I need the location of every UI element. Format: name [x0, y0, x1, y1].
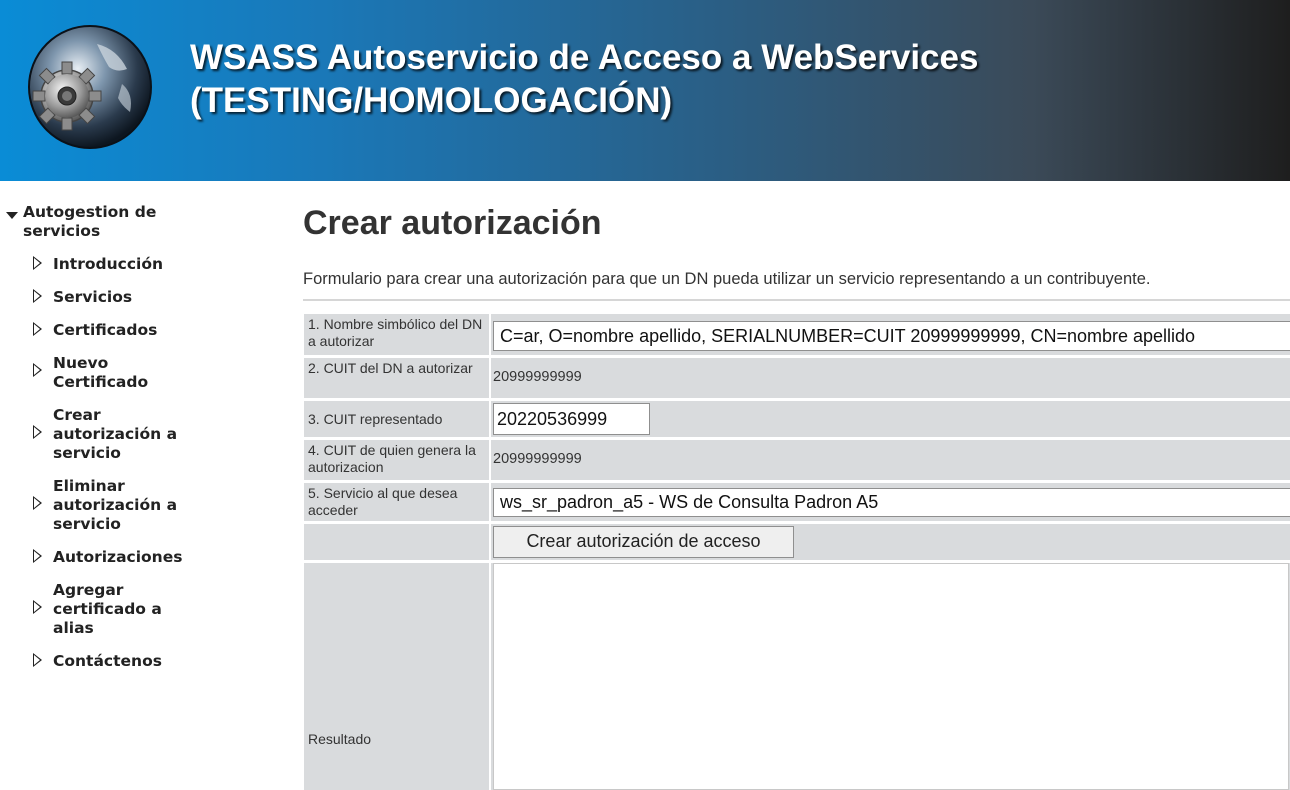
caret-right-icon [34, 550, 42, 562]
service-cell [491, 483, 1290, 521]
result-cell [491, 563, 1290, 790]
submit-cell [491, 524, 1290, 560]
service-label: 5. Servicio al que desea acceder [304, 483, 489, 521]
sidebar-item-label: Crear autorización a servicio [53, 406, 178, 462]
caret-right-icon [34, 426, 42, 438]
divider [303, 299, 1290, 301]
page-title: Crear autorización [303, 204, 602, 242]
cuit-rep-label: 3. CUIT representado [304, 401, 489, 437]
cuit-gen-label: 4. CUIT de quien genera la autorizacion [304, 440, 489, 480]
cuit-representado-input[interactable]: 20220536999 [493, 403, 650, 435]
site-title [190, 36, 1090, 122]
cuit-dn-label: 2. CUIT del DN a autorizar [304, 358, 489, 398]
cuit-dn-value: 20999999999 [493, 369, 582, 385]
site-header [0, 0, 1290, 181]
sidebar-item-label: Introducción [53, 255, 164, 273]
sidebar-item-label: Agregar certificado a alias [53, 581, 162, 637]
caret-right-icon [34, 654, 42, 666]
form-row-cuit-generador [304, 440, 1290, 480]
site-title-line1: WSASS Autoservicio de Acceso a WebServices [190, 38, 979, 77]
service-select[interactable]: ws_sr_padron_a5 - WS de Consulta Padron A5 [493, 488, 1290, 517]
cuit-gen-cell [491, 440, 1290, 480]
site-title-line2: (TESTING/HOMOLOGACIÓN) [190, 81, 673, 120]
sidebar-item-label: Certificados [53, 321, 158, 339]
result-textarea[interactable] [493, 563, 1289, 790]
form-row-dn [304, 314, 1290, 355]
caret-down-icon [6, 212, 18, 219]
page-description: Formulario para crear una autorización para que un DN pueda utilizar un servicio representando a un contribuyente. [303, 270, 1151, 288]
sidebar-item-label: Autorizaciones [53, 548, 183, 566]
caret-right-icon [34, 601, 42, 613]
empty-label-cell [304, 524, 489, 560]
form-row-servicio [304, 483, 1290, 521]
sidebar-item-label: Eliminar autorización a servicio [53, 477, 178, 533]
globe-gear-icon [27, 24, 153, 150]
cuit-gen-value: 20999999999 [493, 451, 582, 467]
form-row-resultado [304, 563, 1290, 790]
dn-label: 1. Nombre simbólico del DN a autorizar [304, 314, 489, 355]
caret-right-icon [34, 364, 42, 376]
caret-right-icon [34, 497, 42, 509]
dn-cell [491, 314, 1290, 355]
form-row-cuit-representado [304, 401, 1290, 437]
result-label: Resultado [304, 563, 489, 790]
sidebar-root-label: Autogestion de servicios [23, 203, 157, 240]
dn-input[interactable]: C=ar, O=nombre apellido, SERIALNUMBER=CUIT 20999999999, CN=nombre apellido [493, 321, 1290, 351]
cuit-rep-cell [491, 401, 1290, 437]
caret-right-icon [34, 257, 42, 269]
sidebar-item-label: Servicios [53, 288, 133, 306]
caret-right-icon [34, 290, 42, 302]
sidebar-item-label: Nuevo Certificado [53, 354, 149, 391]
crear-autorizacion-button[interactable]: Crear autorización de acceso [493, 526, 794, 558]
form-row-submit [304, 524, 1290, 560]
form-row-cuit-dn [304, 358, 1290, 398]
caret-right-icon [34, 323, 42, 335]
sidebar-item-label: Contáctenos [53, 652, 162, 670]
cuit-dn-cell [491, 358, 1290, 398]
